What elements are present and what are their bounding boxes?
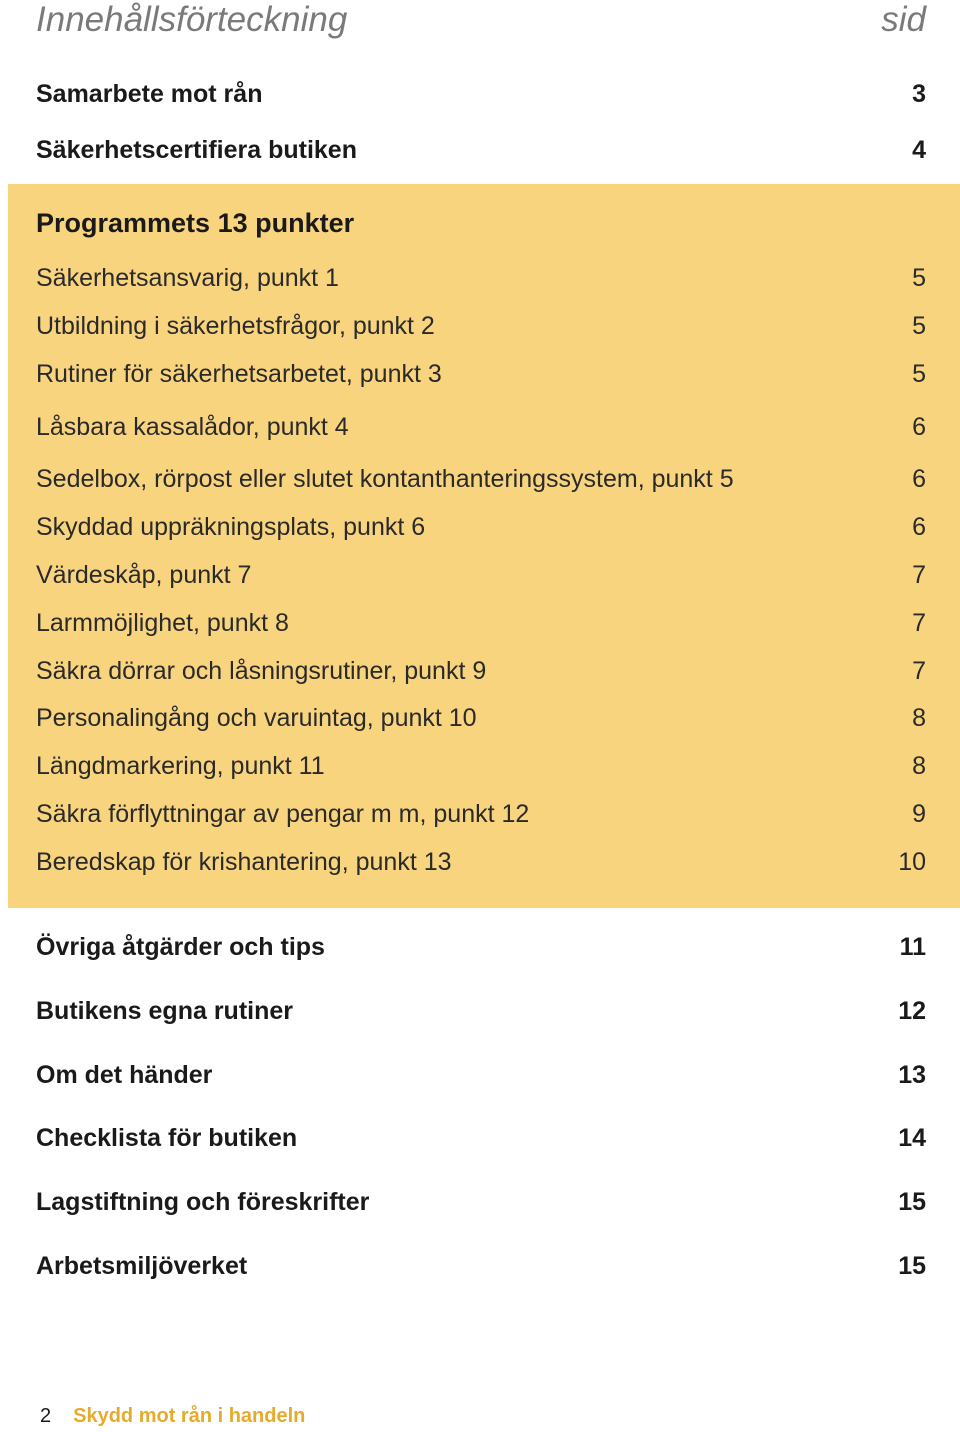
toc-entry-label: Sedelbox, rörpost eller slutet kontanthanteringssystem, punkt 5 <box>36 464 734 493</box>
toc-entry-label: Säkerhetscertifiera butiken <box>36 135 357 164</box>
toc-entry-label: Samarbete mot rån <box>36 79 263 108</box>
toc-entry-page: 6 <box>912 464 926 493</box>
toc-entry[interactable] <box>36 410 926 444</box>
toc-entry-page: 4 <box>912 135 926 164</box>
toc-entry[interactable] <box>36 845 926 879</box>
toc-entry-page: 15 <box>898 1251 926 1280</box>
toc-entry-page: 8 <box>912 751 926 780</box>
toc-entry-label: Butikens egna rutiner <box>36 996 293 1025</box>
toc-entry-label: Säkra dörrar och låsningsrutiner, punkt 9 <box>36 656 487 685</box>
toc-entry-label: Låsbara kassalådor, punkt 4 <box>36 412 349 441</box>
page-title: Innehållsförteckning <box>36 0 348 39</box>
toc-entry-label: Säkerhetsansvarig, punkt 1 <box>36 263 339 292</box>
toc-entry[interactable] <box>36 1121 926 1155</box>
toc-entry[interactable] <box>36 749 926 783</box>
toc-entry-page: 7 <box>912 656 926 685</box>
toc-entry-label: Övriga åtgärder och tips <box>36 932 325 961</box>
toc-entry[interactable] <box>36 510 926 544</box>
toc-entry-label: Arbetsmiljöverket <box>36 1251 248 1280</box>
toc-entry-label: Rutiner för säkerhetsarbetet, punkt 3 <box>36 359 442 388</box>
toc-entry-label: Säkra förflyttningar av pengar m m, punkt 12 <box>36 799 530 828</box>
toc-entry-page: 5 <box>912 311 926 340</box>
toc-entry-page: 10 <box>898 847 926 876</box>
toc-entry-page: 5 <box>912 359 926 388</box>
toc-entry-label: Lagstiftning och föreskrifter <box>36 1187 370 1216</box>
toc-entry-label: Personalingång och varuintag, punkt 10 <box>36 703 477 732</box>
toc-entry-page: 6 <box>912 512 926 541</box>
toc-entry[interactable] <box>36 701 926 735</box>
toc-entry[interactable] <box>36 133 926 167</box>
toc-entry[interactable] <box>36 930 926 964</box>
toc-entry-label: Checklista för butiken <box>36 1123 298 1152</box>
toc-entry-label: Värdeskåp, punkt 7 <box>36 560 252 589</box>
toc-entry-page: 6 <box>912 412 926 441</box>
toc-entry-page: 12 <box>898 996 926 1025</box>
footer-page-number: 2 <box>40 1404 52 1427</box>
toc-header <box>36 0 926 40</box>
toc-entry[interactable] <box>36 261 926 295</box>
toc-entry[interactable] <box>36 994 926 1028</box>
toc-entry-page: 13 <box>898 1060 926 1089</box>
program-section-heading: Programmets 13 punkter <box>36 208 355 238</box>
toc-entry-page: 11 <box>899 932 926 961</box>
toc-entry-page: 3 <box>912 79 926 108</box>
toc-entry-page: 9 <box>912 799 926 828</box>
toc-entry-label: Beredskap för krishantering, punkt 13 <box>36 847 452 876</box>
toc-entry-page: 7 <box>912 608 926 637</box>
toc-entry-page: 7 <box>912 560 926 589</box>
toc-entry-page: 15 <box>898 1187 926 1216</box>
toc-entry[interactable] <box>36 77 926 111</box>
footer-publication-title: Skydd mot rån i handeln <box>73 1404 306 1427</box>
toc-entry[interactable] <box>36 606 926 640</box>
toc-entry-label: Skyddad uppräkningsplats, punkt 6 <box>36 512 426 541</box>
toc-entry[interactable] <box>36 1249 926 1283</box>
toc-entry-page: 5 <box>912 263 926 292</box>
toc-entry[interactable] <box>36 462 926 496</box>
toc-entry-page: 14 <box>898 1123 926 1152</box>
page-footer <box>40 1400 305 1432</box>
toc-entry[interactable] <box>36 797 926 831</box>
toc-entry[interactable] <box>36 357 926 391</box>
toc-entry[interactable] <box>36 309 926 343</box>
toc-entry[interactable] <box>36 558 926 592</box>
page-column-heading: sid <box>881 0 926 39</box>
toc-entry[interactable] <box>36 1185 926 1219</box>
toc-entry[interactable] <box>36 654 926 688</box>
toc-entry-label: Utbildning i säkerhetsfrågor, punkt 2 <box>36 311 435 340</box>
toc-entry-page: 8 <box>912 703 926 732</box>
toc-entry-label: Larmmöjlighet, punkt 8 <box>36 608 289 637</box>
toc-entry[interactable] <box>36 1058 926 1092</box>
toc-entry-label: Längdmarkering, punkt 11 <box>36 751 325 780</box>
toc-entry-label: Om det händer <box>36 1060 213 1089</box>
